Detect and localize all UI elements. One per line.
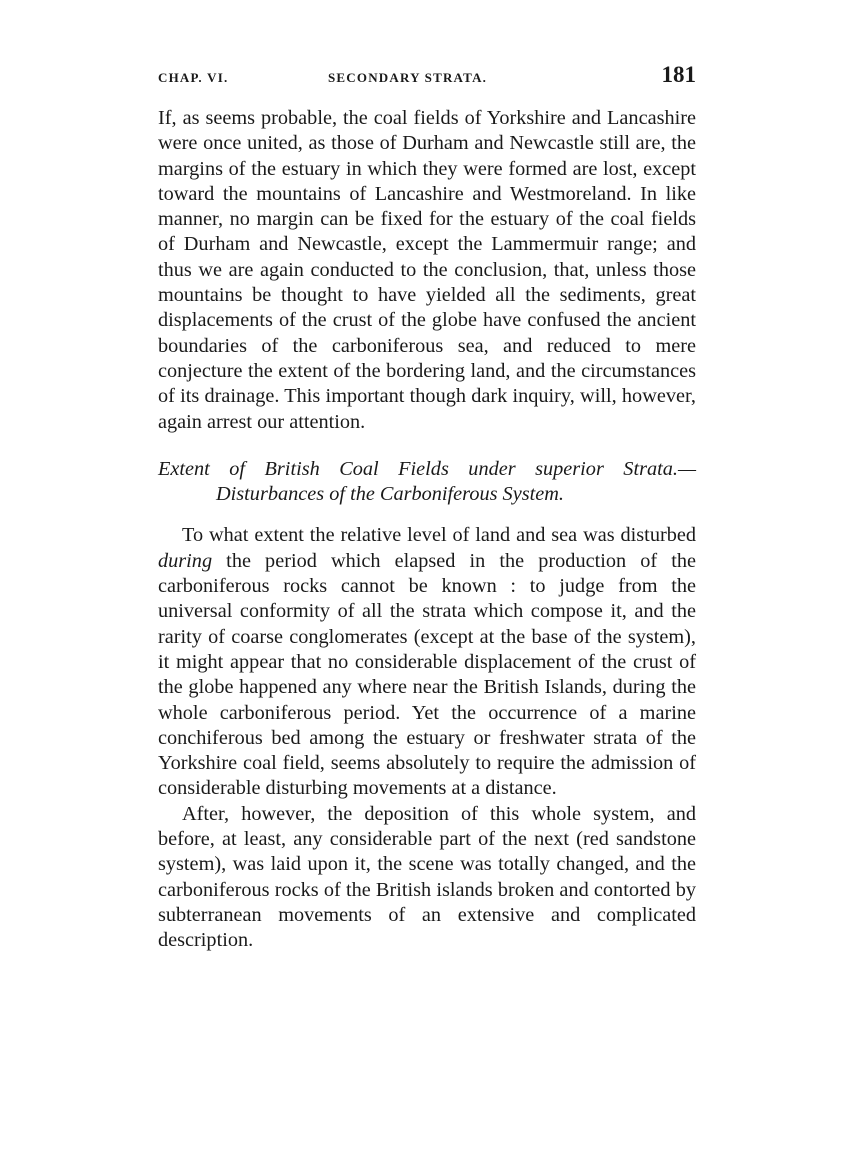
paragraph-coal-fields: If, as seems probable, the coal fields of Yorkshire and Lancashire were once united, as those of Durham and Newcastle still are, the margins of the estuary in which they were formed are lost, except toward the mountains of Lancashire and Westmoreland. In like manner, no margin can be fixed for the estuary of the coal fields of Durham and Newcastle, except the Lammermuir range; and thus we are again conducted to the conclusion, that, unless those mountains be thought to have yielded all the sediments, great displacements of the crust of the globe have confused the ancient boundaries of the carboniferous sea, and reduced to mere conjecture the extent of the bordering land, and the circumstances of its drainage. This important though dark inquiry, will, however, again arrest our attention.: [158, 107, 696, 433]
paragraph-text: To what extent the relative level of land and sea was disturbed: [182, 524, 696, 547]
emphasis-during: during: [158, 549, 213, 572]
section-heading: [158, 457, 696, 508]
paragraph-relative-level: [158, 523, 696, 801]
chapter-label: CHAP. VI.: [158, 70, 229, 85]
paragraph-text: the period which elapsed in the production of the carboniferous rocks cannot be known : to judge from the universal conformity of all the strata which compose it, and the rarity of coarse conglomerates (except at the base of the system), it might appear that no considerable displacement of the crust of the globe happened any where near the British Islands, during the whole carboniferous period. Yet the occurrence of a marine conchiferous bed among the estuary or freshwater strata of the Yorkshire coal field, seems absolutely to require the admission of considerable disturbing movements at a distance.: [158, 549, 696, 800]
book-page: [158, 62, 696, 954]
running-title: SECONDARY STRATA.: [328, 70, 488, 85]
running-head: [158, 62, 696, 92]
page-number: 181: [661, 62, 696, 87]
paragraph-after-deposition: After, however, the deposition of this whole system, and before, at least, any considerable part of the next (red sandstone system), was laid upon it, the scene was totally changed, and the carboniferous rocks of the British islands broken and contorted by subterranean movements of an extensive and complicated description.: [158, 802, 696, 952]
section-heading-line-2: Disturbances of the Carboniferous System.: [216, 483, 564, 506]
body-text: [158, 106, 696, 954]
section-heading-line-1: Extent of British Coal Fields under superior Strata.—: [158, 457, 696, 480]
